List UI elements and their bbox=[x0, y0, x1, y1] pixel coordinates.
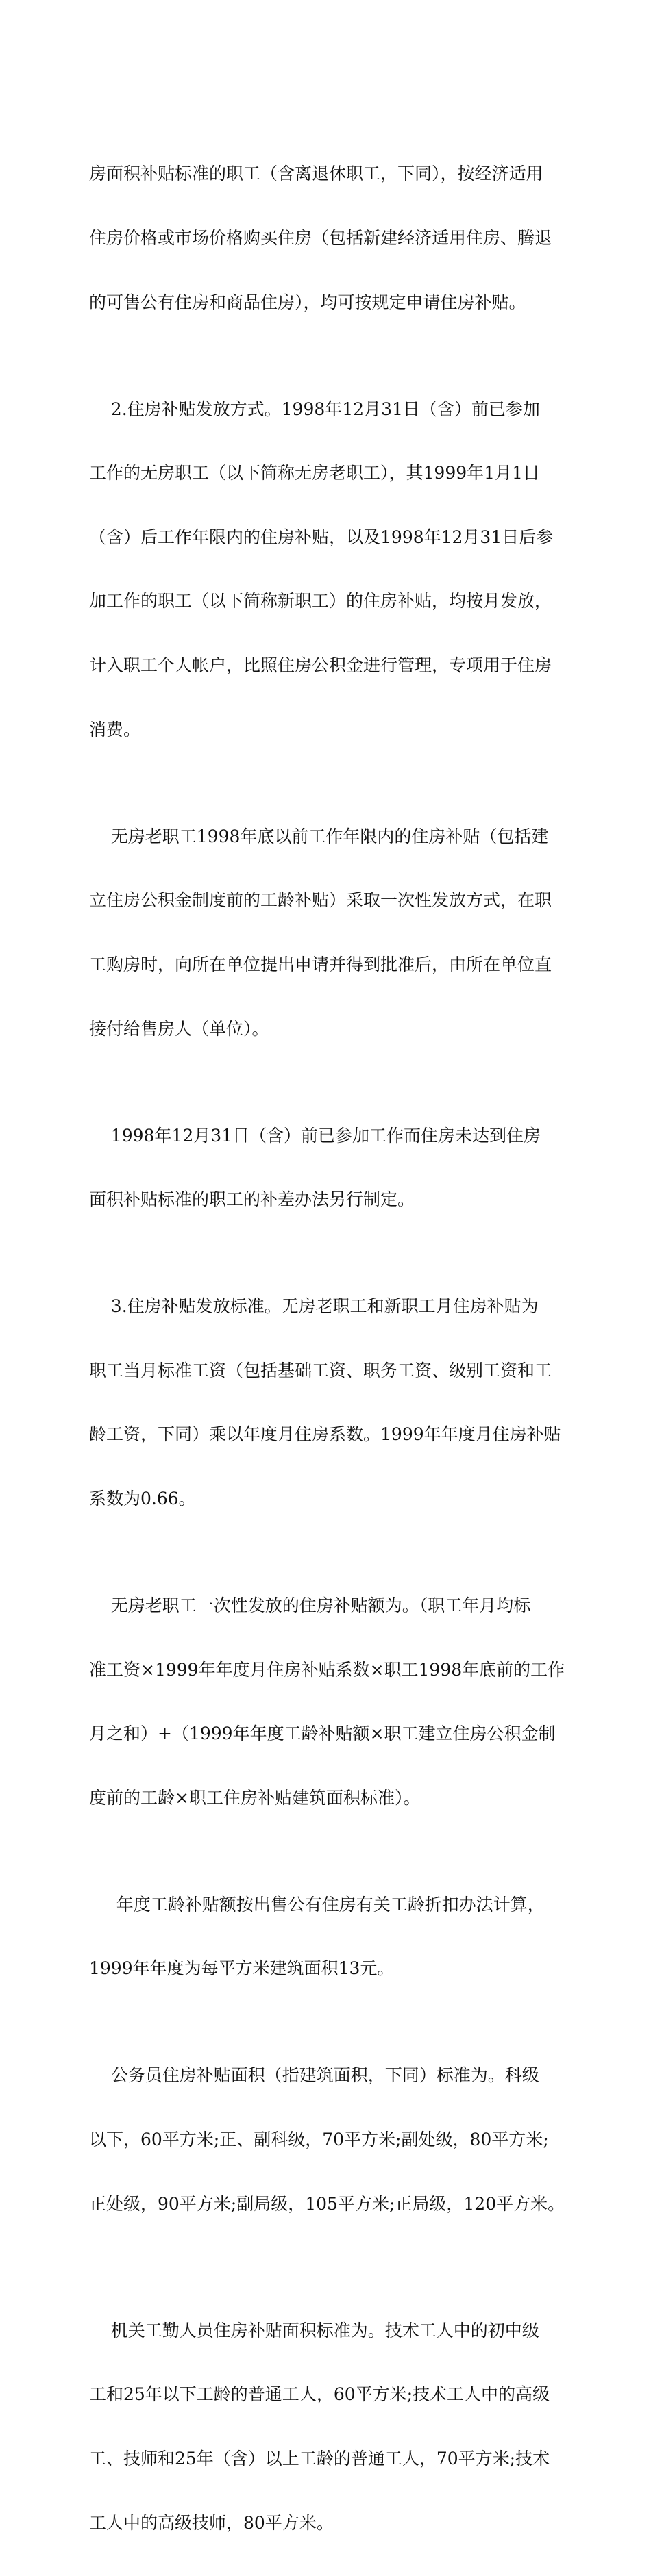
text-line: 工购房时，向所在单位提出申请并得到批准后，由所在单位直 bbox=[89, 954, 552, 974]
text-line: 面积补贴标准的职工的补差办法另行制定。 bbox=[89, 1189, 415, 1210]
paragraph-intro-continuation bbox=[89, 121, 576, 355]
text-line: 立住房公积金制度前的工龄补贴）采取一次性发放方式，在职 bbox=[89, 890, 552, 911]
text-line: 工和25年以下工龄的普通工人，60平方米;技术工人中的高级 bbox=[89, 2384, 550, 2405]
text-line: 2.住房补贴发放方式。1998年12月31日（含）前已参加 bbox=[89, 399, 540, 419]
paragraph-service-staff-area bbox=[89, 2277, 576, 2576]
paragraph-seniority-allowance bbox=[89, 1851, 576, 2022]
text-line: 龄工资，下同）乘以年度月住房系数。1999年年度月住房补贴 bbox=[89, 1424, 561, 1445]
text-line: 职工当月标准工资（包括基础工资、职务工资、级别工资和工 bbox=[89, 1360, 552, 1380]
text-line: 住房价格或市场价格购买住房（包括新建经济适用住房、腾退 bbox=[89, 228, 552, 249]
text-line: 的可售公有住房和商品住房），均可按规定申请住房补贴。 bbox=[89, 292, 526, 312]
text-line: 系数为0.66。 bbox=[89, 1489, 196, 1508]
paragraph-lump-sum-formula bbox=[89, 1552, 576, 1852]
paragraph-lump-sum bbox=[89, 783, 576, 1082]
paragraph-subsidy-method bbox=[89, 355, 576, 783]
text-line: 加工作的职工（以下简称新职工）的住房补贴，均按月发放， bbox=[89, 591, 552, 611]
text-line: 接付给售房人（单位）。 bbox=[89, 1018, 269, 1039]
paragraph-spacer bbox=[89, 2257, 576, 2277]
text-line: 无房老职工1998年底以前工作年限内的住房补贴（包括建 bbox=[89, 826, 549, 846]
text-line: 准工资×1999年年度月住房补贴系数×职工1998年底前的工作 bbox=[89, 1659, 565, 1680]
text-line: 房面积补贴标准的职工（含离退休职工，下同），按经济适用 bbox=[89, 164, 543, 184]
text-line: 以下，60平方米;正、副科级，70平方米;副处级，80平方米; bbox=[89, 2130, 549, 2150]
text-line: 公务员住房补贴面积（指建筑面积，下同）标准为。科级 bbox=[89, 2065, 539, 2086]
document-body bbox=[89, 121, 576, 2576]
text-line: 工作的无房职工（以下简称无房老职工），其1999年1月1日 bbox=[89, 463, 540, 483]
text-line: 月之和）+（1999年年度工龄补贴额×职工建立住房公积金制 bbox=[89, 1723, 556, 1744]
text-line: 度前的工龄×职工住房补贴建筑面积标准）。 bbox=[89, 1787, 421, 1808]
text-line: 工人中的高级技师，80平方米。 bbox=[89, 2512, 334, 2533]
text-line: 正处级，90平方米;副局级，105平方米;正局级，120平方米。 bbox=[89, 2193, 565, 2214]
text-line: 工、技师和25年（含）以上工龄的普通工人，70平方米;技术 bbox=[89, 2448, 550, 2468]
text-line: 年度工龄补贴额按出售公有住房有关工龄折扣办法计算， bbox=[89, 1894, 545, 1915]
text-line: （含）后工作年限内的住房补贴，以及1998年12月31日后参 bbox=[89, 527, 554, 547]
text-line: 消费。 bbox=[89, 719, 141, 740]
paragraph-civil-servant-area bbox=[89, 2022, 576, 2257]
text-line: 3.住房补贴发放标准。无房老职工和新职工月住房补贴为 bbox=[89, 1296, 539, 1317]
text-line: 1998年12月31日（含）前已参加工作而住房未达到住房 bbox=[89, 1125, 541, 1146]
text-line: 机关工勤人员住房补贴面积标准为。技术工人中的初中级 bbox=[89, 2320, 539, 2340]
paragraph-shortfall bbox=[89, 1082, 576, 1253]
text-line: 计入职工个人帐户，比照住房公积金进行管理，专项用于住房 bbox=[89, 655, 552, 676]
paragraph-subsidy-standard bbox=[89, 1253, 576, 1552]
text-line: 无房老职工一次性发放的住房补贴额为。（职工年月均标 bbox=[89, 1595, 531, 1616]
text-line: 1999年年度为每平方米建筑面积13元。 bbox=[89, 1958, 395, 1979]
